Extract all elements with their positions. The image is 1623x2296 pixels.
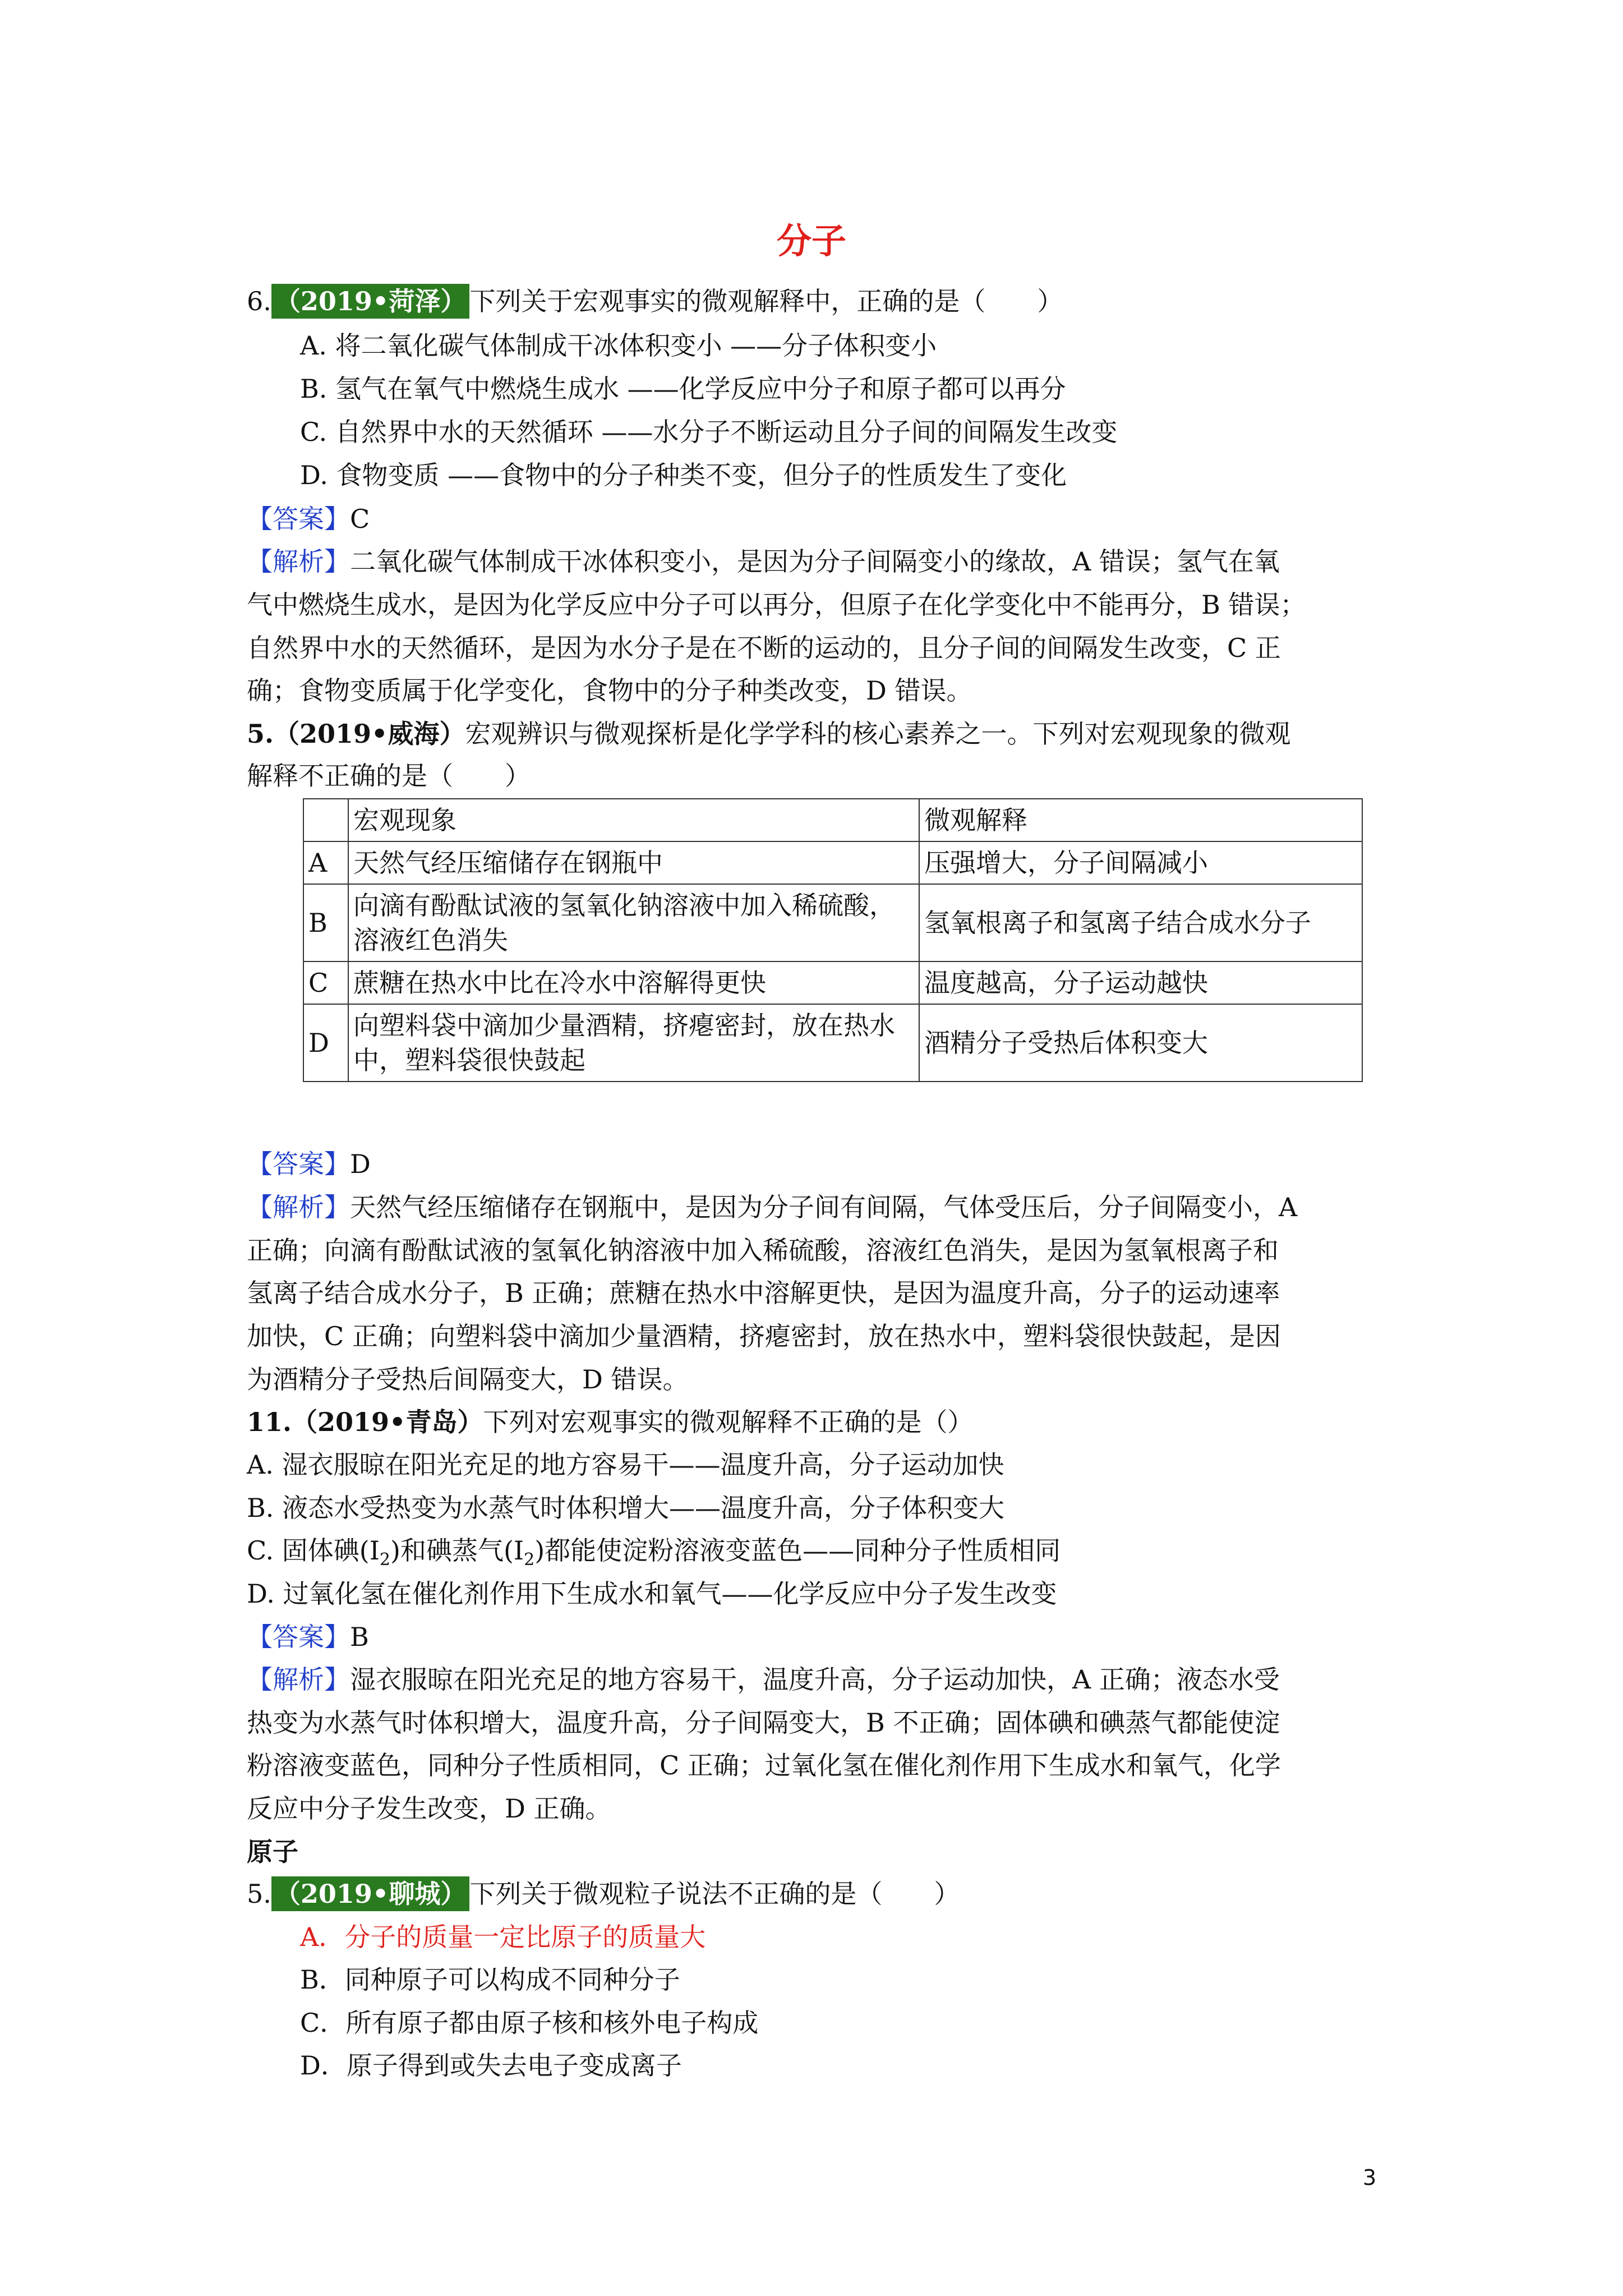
answer-line [247,1147,371,1181]
row-phenomenon: 向塑料袋中滴加少量酒精，挤瘪密封，放在热水中，塑料袋很快鼓起 [348,1004,919,1082]
analysis-text: 加快，C 正确；向塑料袋中滴加少量酒精，挤瘪密封，放在热水中，塑料袋很快鼓起，是因 [247,1321,1281,1351]
row-letter: B [303,884,348,961]
question-number: 6. [247,286,271,316]
table-header-cell: 微观解释 [919,799,1362,841]
question-text: 宏观辨识与微观探析是化学学科的核心素养之一。下列对宏观现象的微观 [465,719,1291,749]
row-letter: D [303,1004,348,1082]
option-d: D. 过氧化氢在催化剂作用下生成水和氧气——化学反应中分子发生改变 [247,1579,1057,1609]
page-title: 分子 [776,220,846,261]
analysis-label: 【解析】 [247,1192,350,1222]
table-header-cell [303,799,348,841]
analysis-text: 自然界中水的天然循环，是因为水分子是在不断的运动的，且分子间的间隔发生改变，C 正 [247,633,1281,663]
question-11-stem [247,1405,973,1439]
table-row [303,884,1362,961]
option-c: C．所有原子都由原子核和核外电子构成 [300,2008,759,2038]
question-6-stem [247,284,1063,319]
question-text: 解释不正确的是（ ） [247,761,531,791]
option-d: D. 食物变质 ——食物中的分子种类不变，但分子的性质发生了变化 [300,460,1067,490]
option-a: A. 湿衣服晾在阳光充足的地方容易干——温度升高，分子运动加快 [247,1450,1004,1480]
analysis-label: 【解析】 [247,546,350,577]
option-b: B．同种原子可以构成不同种分子 [300,1964,680,1995]
table-row [303,1004,1362,1082]
option-c: C. 自然界中水的天然循环 ——水分子不断运动且分子间的间隔发生改变 [300,417,1118,447]
option-b: B. 液态水受热变为水蒸气时体积增大——温度升高，分子体积变大 [247,1493,1005,1523]
question-text: 下列关于微观粒子说法不正确的是（ ） [469,1879,960,1909]
option-a-correct: A．分子的质量一定比原子的质量大 [300,1922,706,1952]
answer-label: 【答案】 [247,504,350,534]
row-letter: C [303,961,348,1004]
answer-value: B [350,1622,369,1652]
question-5-stem [247,716,1290,751]
option-text: )和碘蒸气(I [390,1535,524,1566]
question-number: 11. [247,1407,292,1437]
analysis-text: 氢离子结合成水分子，B 正确；蔗糖在热水中溶解更快，是因为温度升高，分子的运动速率 [247,1278,1280,1308]
table-header-row [303,799,1362,841]
question-text: 下列对宏观事实的微观解释不正确的是（） [483,1407,974,1437]
answer-value: C [350,504,370,534]
analysis-text: 正确；向滴有酚酞试液的氢氧化钠溶液中加入稀硫酸，溶液红色消失，是因为氢氧根离子和 [247,1235,1279,1266]
source-tag: （2019•菏泽） [271,284,469,319]
row-explanation: 温度越高，分子运动越快 [919,961,1362,1004]
analysis-text: 湿衣服晾在阳光充足的地方容易干，温度升高，分子运动加快，A 正确；液态水受 [350,1664,1280,1695]
answer-line [247,501,370,536]
subscript: 2 [524,1550,535,1570]
row-explanation: 压强增大，分子间隔减小 [919,841,1362,884]
question-number: 5. [247,1879,271,1909]
analysis-line [247,1662,1280,1697]
comparison-table [303,798,1363,1082]
table-row [303,841,1362,884]
answer-value: D [350,1149,371,1179]
source-text: （2019•青岛） [292,1407,483,1437]
analysis-text: 热变为水蒸气时体积增大，温度升高，分子间隔变大，B 不正确；固体碘和碘蒸气都能使淀 [247,1708,1280,1738]
analysis-text: 天然气经压缩储存在钢瓶中，是因为分子间有间隔，气体受压后，分子间隔变小，A [350,1192,1298,1222]
row-phenomenon: 蔗糖在热水中比在冷水中溶解得更快 [348,961,919,1004]
option-d: D．原子得到或失去电子变成离子 [300,2050,682,2081]
answer-label: 【答案】 [247,1622,350,1652]
row-explanation: 酒精分子受热后体积变大 [919,1004,1362,1082]
option-text: )都能使淀粉溶液变蓝色——同种分子性质相同 [534,1535,1061,1566]
question-5b-stem [247,1876,960,1911]
question-text: 下列关于宏观事实的微观解释中，正确的是（ ） [469,286,1063,316]
option-b: B. 氢气在氧气中燃烧生成水 ——化学反应中分子和原子都可以再分 [300,374,1066,404]
row-letter: A [303,841,348,884]
option-a: A. 将二氧化碳气体制成干冰体积变小 ——分子体积变小 [300,330,937,361]
analysis-text: 确；食物变质属于化学变化，食物中的分子种类改变，D 错误。 [247,675,972,706]
table-row [303,961,1362,1004]
question-number: 5. [247,719,274,749]
answer-line [247,1619,369,1654]
source-text: （2019•威海） [274,719,465,749]
subscript: 2 [379,1550,391,1570]
section-heading-atom: 原子 [247,1837,298,1867]
analysis-line [247,544,1280,579]
page-number: 3 [1363,2165,1377,2190]
option-c [247,1533,1061,1577]
analysis-label: 【解析】 [247,1664,350,1695]
analysis-text: 反应中分子发生改变，D 正确。 [247,1793,611,1824]
analysis-text: 粉溶液变蓝色，同种分子性质相同，C 正确；过氧化氢在催化剂作用下生成水和氧气，化学 [247,1750,1281,1780]
source-tag: （2019•聊城） [271,1876,469,1911]
row-phenomenon: 向滴有酚酞试液的氢氧化钠溶液中加入稀硫酸，溶液红色消失 [348,884,919,961]
answer-label: 【答案】 [247,1149,350,1179]
analysis-text: 为酒精分子受热后间隔变大，D 错误。 [247,1364,689,1395]
option-text: C. 固体碘(I [247,1535,380,1566]
analysis-line [247,1190,1297,1225]
row-phenomenon: 天然气经压缩储存在钢瓶中 [348,841,919,884]
row-explanation: 氢氧根离子和氢离子结合成水分子 [919,884,1362,961]
analysis-text: 气中燃烧生成水，是因为化学反应中分子可以再分，但原子在化学变化中不能再分，B 错误； [247,590,1306,620]
table-header-cell: 宏观现象 [348,799,919,841]
analysis-text: 二氧化碳气体制成干冰体积变小，是因为分子间隔变小的缘故，A 错误；氢气在氧 [350,546,1280,577]
